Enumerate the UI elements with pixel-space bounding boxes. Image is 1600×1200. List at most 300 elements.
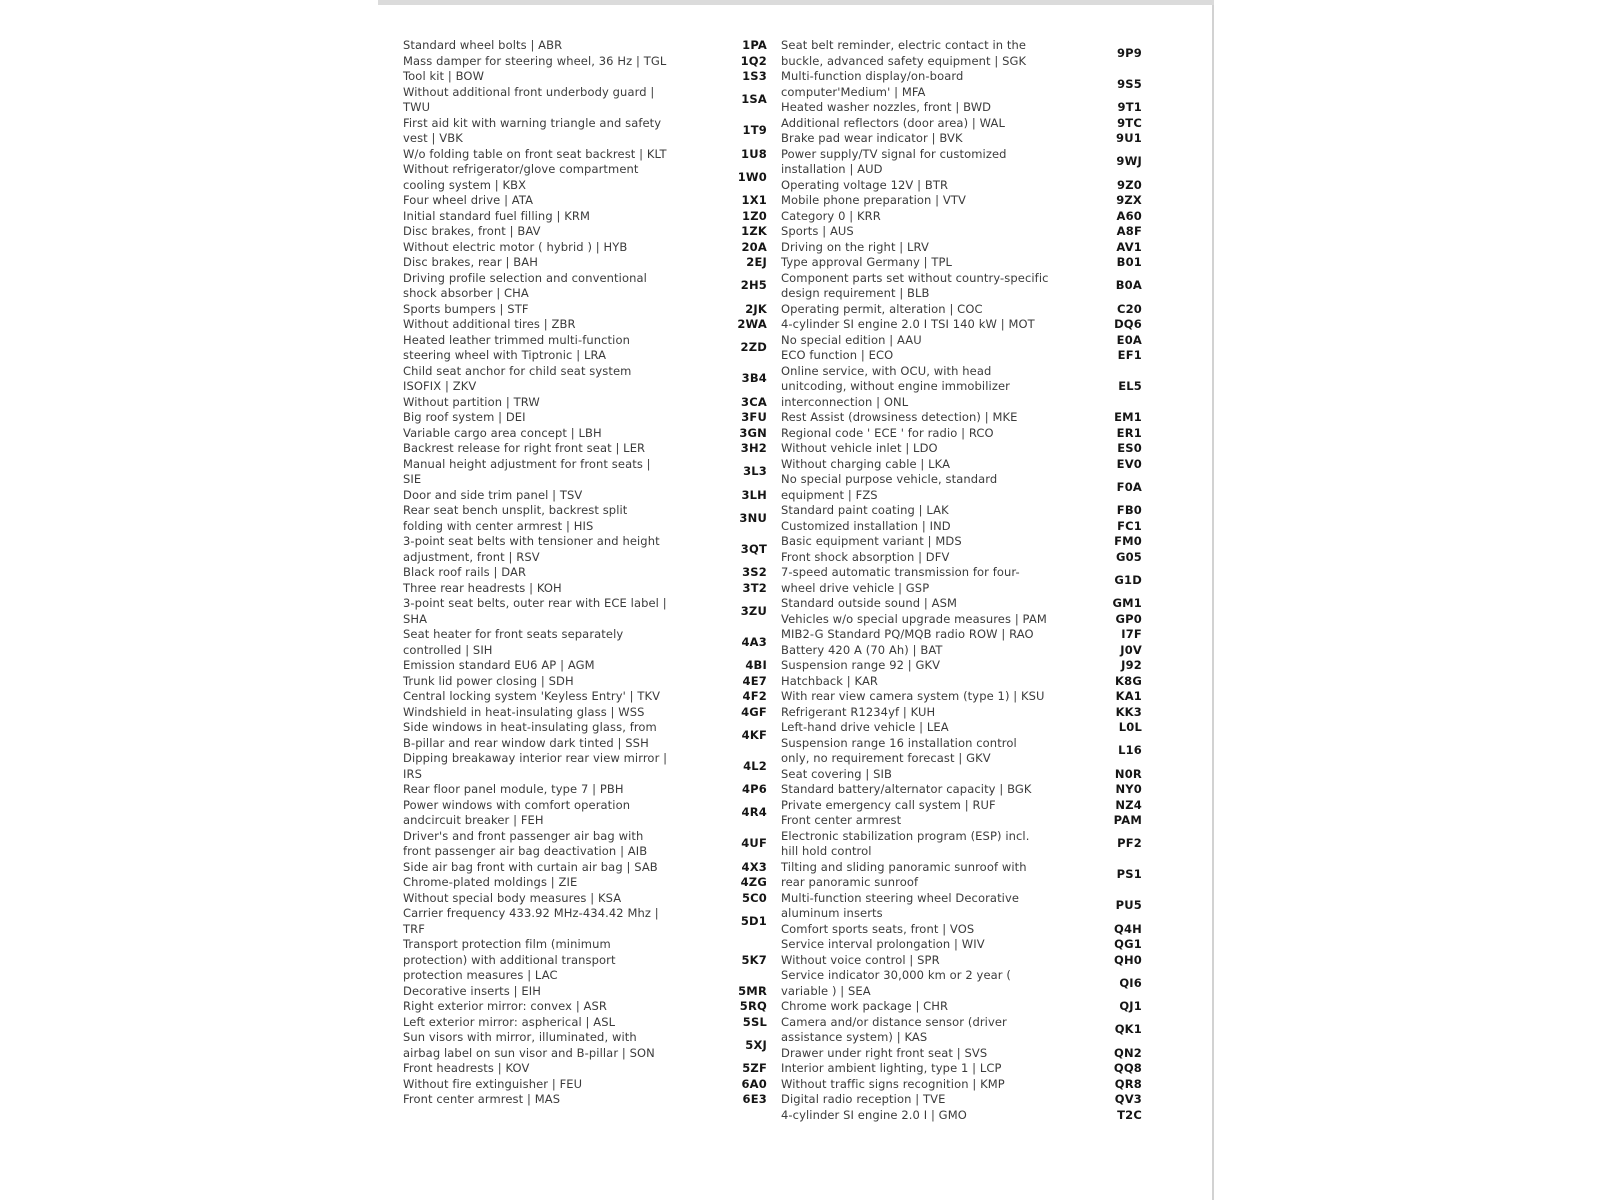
code-entry [781, 767, 1142, 783]
code-entry [781, 782, 1142, 798]
code-entry [781, 565, 1142, 596]
entry-code: 6A0 [741, 1076, 767, 1091]
entry-code: ER1 [1116, 425, 1142, 440]
code-entry [781, 922, 1142, 938]
code-entry [781, 999, 1142, 1015]
entry-code: QH0 [1113, 952, 1142, 967]
code-list-column-left [403, 38, 767, 1108]
entry-description: 3-point seat belts, outer rear with ECE label | SHA [403, 596, 667, 626]
code-entry [781, 813, 1142, 829]
entry-code: 4P6 [741, 782, 767, 796]
code-entry [781, 69, 1142, 100]
code-entry [781, 1061, 1142, 1077]
entry-description: Transport protection film (minimum protection) with additional transport protection measures | LAC [403, 937, 616, 982]
entry-code: 9P9 [1116, 45, 1142, 60]
entry-description: Heated washer nozzles, front | BWD [781, 100, 992, 114]
entry-description: Operating voltage 12V | BTR [781, 177, 949, 192]
entry-code: 3LH [741, 487, 767, 502]
entry-code: 1Z0 [742, 208, 767, 223]
page-top-edge [378, 0, 1214, 5]
code-entry [781, 224, 1142, 240]
entry-description: Brake pad wear indicator | BVK [781, 131, 963, 145]
code-entry [781, 333, 1142, 349]
entry-code: 4GF [741, 704, 767, 719]
code-entry [403, 317, 767, 333]
code-entry [781, 1108, 1142, 1124]
entry-description: Right exterior mirror: convex | ASR [403, 999, 608, 1013]
entry-code: QR8 [1114, 1076, 1142, 1091]
entry-description: Category 0 | KRR [781, 208, 881, 223]
entry-description: Windshield in heat-insulating glass | WSS [403, 704, 645, 719]
entry-description: Without refrigerator/glove compartment cooling system | KBX [403, 162, 639, 192]
entry-code: T2C [1117, 1107, 1142, 1122]
code-entry [403, 689, 767, 705]
entry-code: 3CA [741, 394, 767, 409]
entry-code: K8G [1115, 673, 1142, 688]
entry-code: QV3 [1114, 1092, 1142, 1106]
code-entry [403, 906, 767, 937]
entry-description: Battery 420 A (70 Ah) | BAT [781, 642, 943, 657]
code-entry [403, 705, 767, 721]
entry-description: Disc brakes, rear | BAH [403, 255, 538, 269]
entry-description: Operating permit, alteration | COC [781, 301, 983, 316]
entry-description: Component parts set without country-specific design requirement | BLB [781, 270, 1049, 300]
entry-code: 3ZU [740, 603, 767, 618]
code-entry [781, 519, 1142, 535]
entry-description: Standard battery/alternator capacity | BGK [781, 782, 1032, 796]
entry-description: Chrome work package | CHR [781, 999, 949, 1013]
entry-description: Service interval prolongation | WIV [781, 937, 985, 951]
code-entry [403, 891, 767, 907]
code-entry [781, 193, 1142, 209]
code-entry [403, 798, 767, 829]
code-entry [403, 441, 767, 457]
code-entry [403, 240, 767, 256]
code-entry [781, 38, 1142, 69]
entry-description: Decorative inserts | EIH [403, 983, 541, 998]
code-entry [403, 147, 767, 163]
entry-description: Three rear headrests | KOH [403, 580, 562, 595]
code-entry [781, 596, 1142, 612]
code-entry [403, 503, 767, 534]
code-entry [403, 534, 767, 565]
code-entry [781, 643, 1142, 659]
code-entry [403, 410, 767, 426]
entry-code: B0A [1115, 278, 1142, 293]
entry-description: Customized installation | IND [781, 518, 951, 533]
entry-description: Power windows with comfort operation andcircuit breaker | FEH [403, 797, 631, 827]
code-entry [781, 705, 1142, 721]
entry-code: 5K7 [741, 952, 767, 967]
code-entry [403, 488, 767, 504]
entry-code: 4A3 [741, 634, 767, 649]
page-right-edge [1212, 5, 1214, 1200]
entry-description: No special edition | AAU [781, 332, 922, 347]
code-entry [781, 1015, 1142, 1046]
entry-code: EF1 [1117, 348, 1142, 362]
entry-code: 5ZF [742, 1061, 767, 1075]
entry-code: 3QT [740, 541, 767, 556]
code-entry [781, 798, 1142, 814]
code-entry [403, 426, 767, 442]
entry-code: 5RQ [739, 999, 767, 1013]
code-entry [781, 457, 1142, 473]
entry-description: Driving profile selection and conventional shock absorber | CHA [403, 270, 647, 300]
entry-code: I7F [1121, 627, 1142, 641]
code-entry [781, 627, 1142, 643]
entry-description: Electronic stabilization program (ESP) incl. hill hold control [781, 828, 1030, 858]
entry-description: Type approval Germany | TPL [781, 255, 953, 269]
code-entry [781, 736, 1142, 767]
entry-code: 3GN [739, 425, 767, 440]
entry-description: Door and side trim panel | TSV [403, 487, 583, 502]
code-entry [781, 534, 1142, 550]
entry-code: AV1 [1116, 239, 1142, 254]
entry-code: EL5 [1118, 379, 1142, 393]
entry-description: Private emergency call system | RUF [781, 797, 996, 812]
entry-code: 1U8 [741, 146, 767, 161]
entry-code: 3L3 [743, 464, 767, 479]
entry-code: EV0 [1116, 456, 1142, 471]
entry-description: Rear seat bench unsplit, backrest split folding with center armrest | HIS [403, 503, 628, 533]
entry-description: 7-speed automatic transmission for four-wheel drive vehicle | GSP [781, 565, 1020, 595]
entry-code: J0V [1120, 642, 1142, 657]
entry-code: 3NU [739, 510, 767, 525]
entry-description: Left-hand drive vehicle | LEA [781, 720, 949, 734]
code-entry [781, 100, 1142, 116]
code-entry [781, 240, 1142, 256]
code-entry [781, 441, 1142, 457]
entry-code: 5MR [738, 983, 767, 998]
entry-code: B01 [1116, 255, 1142, 269]
entry-description: Without voice control | SPR [781, 952, 940, 967]
code-entry [403, 162, 767, 193]
entry-description: Side windows in heat-insulating glass, from B-pillar and rear window dark tinted | SSH [403, 720, 657, 750]
entry-code: QG1 [1114, 937, 1142, 951]
entry-code: 3B4 [741, 371, 767, 386]
entry-description: Sports bumpers | STF [403, 301, 529, 316]
code-entry [403, 302, 767, 318]
code-entry [403, 1015, 767, 1031]
code-entry [781, 271, 1142, 302]
entry-description: First aid kit with warning triangle and safety vest | VBK [403, 115, 662, 145]
entry-description: Basic equipment variant | MDS [781, 534, 962, 548]
entry-code: 9ZX [1116, 193, 1142, 207]
entry-code: 9T1 [1117, 100, 1142, 114]
entry-description: Mobile phone preparation | VTV [781, 193, 966, 207]
code-entry [781, 348, 1142, 364]
code-entry [403, 658, 767, 674]
code-entry [781, 953, 1142, 969]
entry-code: 5SL [742, 1014, 767, 1029]
entry-code: KK3 [1115, 704, 1142, 719]
entry-description: Standard outside sound | ASM [781, 596, 958, 610]
entry-code: 2ZD [740, 340, 767, 355]
code-entry [403, 674, 767, 690]
entry-code: NZ4 [1115, 797, 1142, 812]
entry-description: Rear floor panel module, type 7 | PBH [403, 782, 624, 796]
code-entry [403, 116, 767, 147]
entry-description: Emission standard EU6 AP | AGM [403, 658, 595, 672]
entry-description: Tilting and sliding panoramic sunroof with rear panoramic sunroof [781, 859, 1027, 889]
entry-code: 1T9 [742, 123, 767, 138]
entry-description: Front shock absorption | DFV [781, 549, 950, 564]
entry-code: 3S2 [742, 565, 767, 579]
entry-code: ES0 [1117, 441, 1142, 455]
code-entry [403, 875, 767, 891]
code-entry [781, 364, 1142, 411]
entry-code: 1S3 [742, 69, 767, 83]
entry-description: Rest Assist (drowsiness detection) | MKE [781, 410, 1018, 424]
code-entry [781, 1077, 1142, 1093]
code-entry [403, 271, 767, 302]
entry-code: KA1 [1115, 689, 1142, 703]
code-entry [781, 255, 1142, 271]
entry-description: Without additional front underbody guard | TWU [403, 84, 655, 114]
entry-code: FC1 [1117, 518, 1142, 533]
entry-code: L0L [1118, 720, 1142, 734]
code-entry [403, 627, 767, 658]
entry-description: Without charging cable | LKA [781, 456, 951, 471]
entry-description: Additional reflectors (door area) | WAL [781, 115, 1005, 130]
code-entry [781, 550, 1142, 566]
entry-code: PAM [1113, 813, 1142, 827]
code-entry [781, 612, 1142, 628]
entry-code: J92 [1121, 658, 1142, 672]
entry-description: Heated leather trimmed multi-function steering wheel with Tiptronic | LRA [403, 332, 630, 362]
code-entry [781, 472, 1142, 503]
code-entry [781, 937, 1142, 953]
entry-code: 2WA [737, 317, 767, 331]
entry-code: F0A [1116, 479, 1142, 494]
entry-code: 2JK [745, 301, 767, 316]
entry-description: Manual height adjustment for front seats | SIE [403, 456, 651, 486]
entry-description: Without vehicle inlet | LDO [781, 441, 938, 455]
entry-code: 1W0 [737, 169, 767, 184]
code-entry [403, 38, 767, 54]
entry-description: Hatchback | KAR [781, 673, 879, 688]
entry-description: Interior ambient lighting, type 1 | LCP [781, 1061, 1002, 1075]
entry-code: DQ6 [1114, 317, 1142, 331]
code-entry [403, 1092, 767, 1108]
entry-description: Multi-function steering wheel Decorative aluminum inserts [781, 890, 1020, 920]
code-entry [403, 85, 767, 116]
code-entry [781, 658, 1142, 674]
entry-description: With rear view camera system (type 1) | KSU [781, 689, 1045, 703]
entry-description: Standard wheel bolts | ABR [403, 38, 563, 52]
entry-description: Seat belt reminder, electric contact in the buckle, advanced safety equipment | SGK [781, 38, 1027, 68]
code-entry [403, 457, 767, 488]
entry-description: Front center armrest [781, 813, 902, 827]
entry-code: 5C0 [741, 890, 767, 905]
entry-description: Initial standard fuel filling | KRM [403, 208, 590, 223]
entry-description: Drawer under right front seat | SVS [781, 1045, 988, 1060]
code-entry [781, 689, 1142, 705]
code-entry [403, 1030, 767, 1061]
entry-description: Multi-function display/on-board computer'Medium' | MFA [781, 69, 964, 99]
code-entry [403, 1077, 767, 1093]
entry-code: FB0 [1116, 503, 1142, 517]
entry-description: Backrest release for right front seat | LER [403, 441, 646, 455]
entry-code: 9S5 [1117, 76, 1142, 91]
entry-description: Seat covering | SIB [781, 766, 893, 781]
entry-description: W/o folding table on front seat backrest | KLT [403, 146, 667, 161]
code-entry [403, 782, 767, 798]
code-entry [781, 1046, 1142, 1062]
entry-code: G05 [1115, 549, 1142, 564]
code-entry [781, 131, 1142, 147]
entry-description: Side air bag front with curtain air bag | SAB [403, 859, 658, 874]
entry-description: Without fire extinguisher | FEU [403, 1076, 583, 1091]
code-entry [403, 54, 767, 70]
entry-code: 1PA [742, 38, 767, 52]
entry-code: 1ZK [741, 224, 767, 238]
entry-code: 3H2 [740, 441, 767, 455]
entry-description: Tool kit | BOW [403, 69, 485, 83]
entry-description: Mass damper for steering wheel, 36 Hz | TGL [403, 53, 667, 68]
entry-description: Front headrests | KOV [403, 1061, 530, 1075]
code-entry [781, 209, 1142, 225]
entry-code: QK1 [1114, 1022, 1142, 1037]
code-entry [403, 364, 767, 395]
code-entry [781, 860, 1142, 891]
code-entry [403, 395, 767, 411]
entry-code: C20 [1116, 301, 1142, 316]
entry-description: Black roof rails | DAR [403, 565, 527, 579]
entry-code: 4X3 [741, 859, 767, 874]
entry-description: Suspension range 92 | GKV [781, 658, 941, 672]
entry-description: Sports | AUS [781, 224, 854, 238]
entry-description: MIB2-G Standard PQ/MQB radio ROW | RAO [781, 627, 1034, 641]
code-entry [403, 193, 767, 209]
entry-description: Carrier frequency 433.92 MHz-434.42 Mhz | TRF [403, 906, 659, 936]
code-entry [403, 209, 767, 225]
code-entry [781, 178, 1142, 194]
entry-code: 1X1 [741, 193, 767, 207]
entry-code: GM1 [1112, 596, 1142, 610]
entry-code: 4BI [745, 658, 767, 672]
entry-code: Q4H [1113, 921, 1142, 936]
entry-description: Camera and/or distance sensor (driver assistance system) | KAS [781, 1014, 1007, 1044]
code-entry [781, 147, 1142, 178]
code-entry [781, 317, 1142, 333]
entry-code: E0A [1116, 332, 1142, 347]
entry-description: Central locking system 'Keyless Entry' | TKV [403, 689, 661, 703]
entry-description: Standard paint coating | LAK [781, 503, 949, 517]
entry-description: Disc brakes, front | BAV [403, 224, 541, 238]
code-entry [403, 1061, 767, 1077]
code-entry [781, 720, 1142, 736]
entry-code: A8F [1116, 224, 1142, 238]
entry-description: Online service, with OCU, with head unitcoding, without engine immobilizer interconnection | ONL [781, 363, 1010, 409]
scanned-page [378, 0, 1214, 1200]
code-entry [403, 565, 767, 581]
entry-code: 3T2 [742, 580, 767, 595]
code-entry [403, 860, 767, 876]
entry-code: 9TC [1117, 115, 1142, 130]
entry-code: 4R4 [741, 805, 767, 820]
entry-description: Seat heater for front seats separately controlled | SIH [403, 627, 624, 657]
entry-description: Service indicator 30,000 km or 2 year ( variable ) | SEA [781, 968, 1011, 998]
code-entry [403, 999, 767, 1015]
entry-code: 9Z0 [1117, 177, 1142, 192]
code-entry [781, 968, 1142, 999]
entry-code: 4UF [741, 836, 767, 851]
entry-description: Suspension range 16 installation control only, no requirement forecast | GKV [781, 735, 1017, 765]
entry-code: G1D [1114, 572, 1142, 587]
code-entry [781, 503, 1142, 519]
code-entry [403, 751, 767, 782]
entry-description: 4-cylinder SI engine 2.0 I TSI 140 kW | MOT [781, 317, 1035, 331]
entry-description: Comfort sports seats, front | VOS [781, 921, 975, 936]
entry-description: Left exterior mirror: aspherical | ASL [403, 1014, 616, 1029]
entry-code: 1SA [741, 92, 767, 107]
entry-description: Big roof system | DEI [403, 410, 526, 424]
entry-description: ECO function | ECO [781, 348, 894, 362]
entry-code: A60 [1116, 208, 1142, 223]
entry-code: PS1 [1116, 867, 1142, 882]
code-entry [403, 829, 767, 860]
entry-description: No special purpose vehicle, standard equipment | FZS [781, 472, 998, 502]
entry-description: Without traffic signs recognition | KMP [781, 1076, 1005, 1091]
entry-code: QI6 [1119, 975, 1142, 990]
code-entry [403, 69, 767, 85]
entry-description: Regional code ' ECE ' for radio | RCO [781, 425, 994, 440]
entry-code: GP0 [1115, 611, 1142, 626]
entry-description: Sun visors with mirror, illuminated, with airbag label on sun visor and B-pillar | SON [403, 1030, 655, 1060]
code-entry [403, 937, 767, 984]
entry-code: N0R [1114, 766, 1142, 781]
code-entry [781, 426, 1142, 442]
code-entry [781, 674, 1142, 690]
code-entry [781, 410, 1142, 426]
entry-code: 20A [741, 239, 767, 254]
code-entry [781, 891, 1142, 922]
entry-code: 9U1 [1116, 131, 1142, 145]
entry-code: 4F2 [742, 689, 767, 703]
entry-code: QQ8 [1113, 1061, 1142, 1075]
entry-description: Without electric motor ( hybrid ) | HYB [403, 239, 628, 254]
entry-description: Driving on the right | LRV [781, 239, 929, 254]
code-entry [403, 581, 767, 597]
entry-description: Dipping breakaway interior rear view mirror | IRS [403, 751, 668, 781]
code-entry [403, 224, 767, 240]
entry-code: FM0 [1114, 534, 1142, 548]
entry-description: Refrigerant R1234yf | KUH [781, 704, 936, 719]
entry-description: Variable cargo area concept | LBH [403, 425, 602, 440]
entry-description: Digital radio reception | TVE [781, 1092, 946, 1106]
entry-description: Trunk lid power closing | SDH [403, 673, 574, 688]
entry-code: 4KF [741, 727, 767, 742]
entry-code: 5D1 [740, 913, 767, 928]
code-entry [403, 333, 767, 364]
entry-description: Power supply/TV signal for customized installation | AUD [781, 146, 1007, 176]
entry-description: Chrome-plated moldings | ZIE [403, 875, 578, 889]
entry-code: 2H5 [740, 278, 767, 293]
code-entry [781, 116, 1142, 132]
entry-description: Child seat anchor for child seat system ISOFIX | ZKV [403, 363, 632, 393]
code-entry [403, 596, 767, 627]
entry-code: EM1 [1114, 410, 1142, 424]
code-entry [403, 720, 767, 751]
entry-code: PF2 [1117, 836, 1142, 851]
entry-code: 2EJ [746, 255, 767, 269]
entry-code: NY0 [1115, 782, 1142, 796]
entry-description: 3-point seat belts with tensioner and height adjustment, front | RSV [403, 534, 660, 564]
entry-description: Without additional tires | ZBR [403, 317, 576, 331]
entry-code: QN2 [1113, 1045, 1142, 1060]
code-entry [781, 829, 1142, 860]
